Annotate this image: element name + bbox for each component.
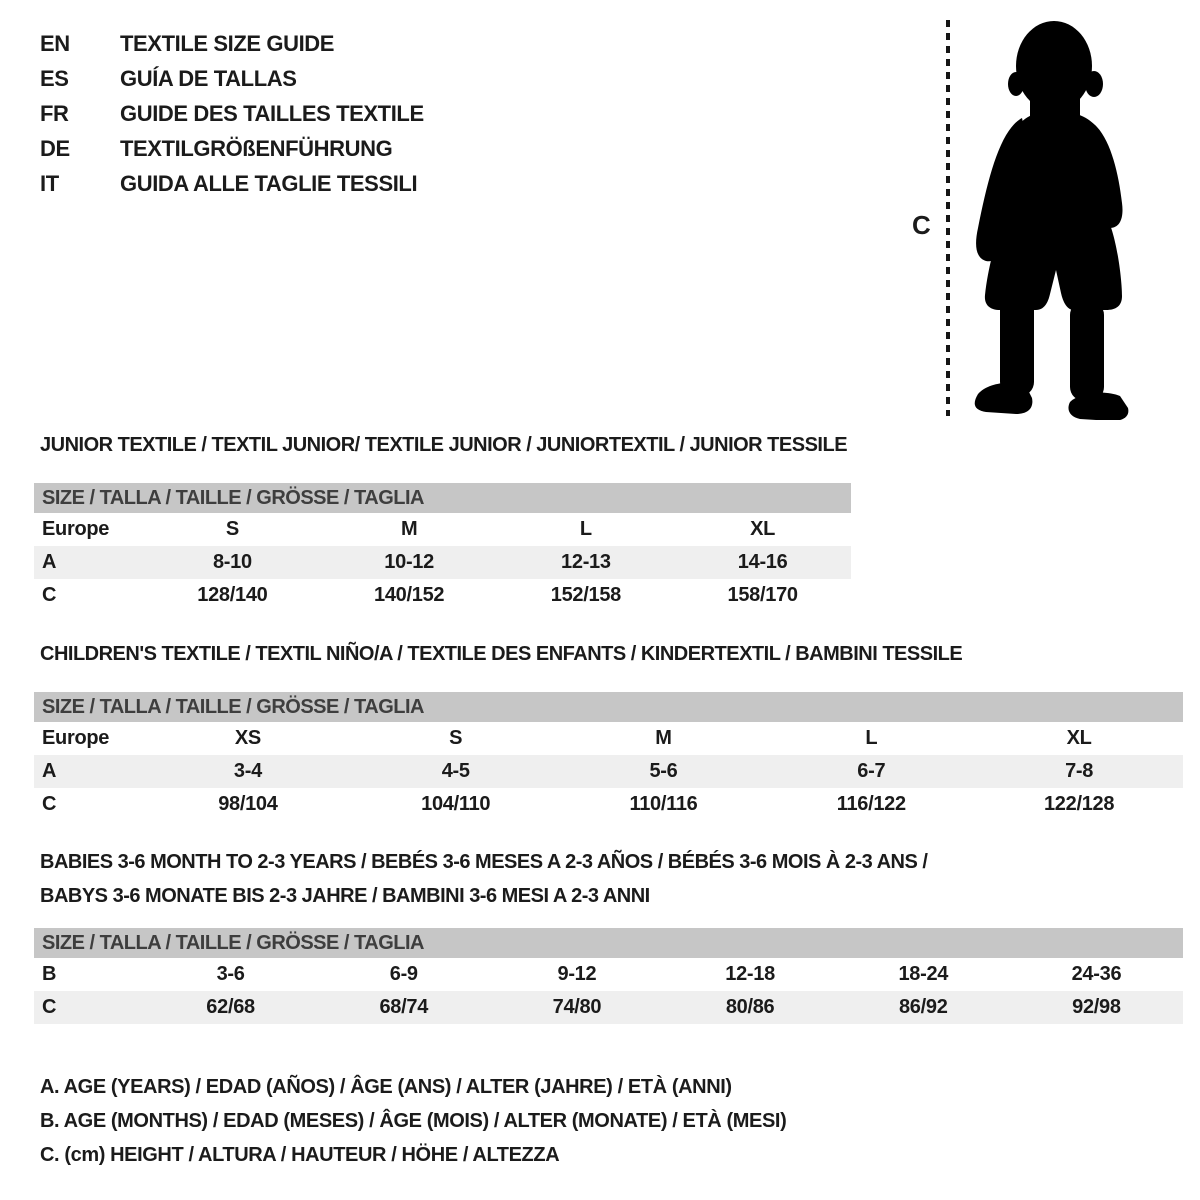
junior-section-heading: JUNIOR TEXTILE / TEXTIL JUNIOR/ TEXTILE JUNIOR / JUNIORTEXTIL / JUNIOR TESSILE [40,434,848,456]
table-row [34,958,1183,991]
language-title: TEXTILE SIZE GUIDE [120,30,335,56]
row-label: C [42,996,57,1018]
language-row [40,166,424,201]
table-cell: 8-10 [212,551,252,573]
language-title: TEXTILGRÖßENFÜHRUNG [120,135,393,161]
size-header-label: SIZE / TALLA / TAILLE / GRÖSSE / TAGLIA [42,931,424,954]
table-cell: 5-6 [649,760,678,782]
language-code: FR [40,100,69,126]
table-cell: 128/140 [197,584,268,606]
table-row [34,755,1183,788]
height-measure-dashed-line [946,20,950,416]
table-cell: 116/122 [836,793,906,815]
size-header-bar [34,483,851,513]
language-title: GUÍA DE TALLAS [120,65,297,91]
baby-silhouette-icon [970,16,1136,420]
table-cell: 110/116 [629,793,698,815]
table-cell: 12-13 [561,551,611,573]
row-label: A [42,551,57,573]
table-cell: 12-18 [725,963,775,985]
row-label: A [42,760,57,782]
language-code: EN [40,30,70,56]
table-cell: 4-5 [441,760,470,782]
language-code: IT [40,170,59,196]
table-cell: XL [1066,727,1092,749]
legend-line-a: A. AGE (YEARS) / EDAD (AÑOS) / ÂGE (ANS) / ALTER (JAHRE) / ETÀ (ANNI) [40,1075,732,1098]
table-cell: 80/86 [725,996,775,1018]
row-label: C [42,584,57,606]
measure-legend [40,1070,786,1172]
table-cell: 24-36 [1071,963,1122,985]
table-cell: 158/170 [727,584,798,606]
table-cell: L [579,518,592,540]
table-cell: 6-7 [857,760,886,782]
table-cell: 9-12 [557,963,597,985]
legend-line-b: B. AGE (MONTHS) / EDAD (MESES) / ÂGE (MOIS) / ALTER (MONATE) / ETÀ (MESI) [40,1109,787,1132]
table-cell: XS [234,727,261,749]
babies-size-table [34,928,1183,1024]
table-cell: 152/158 [550,584,621,606]
table-cell: 68/74 [379,996,429,1018]
row-label: Europe [42,518,110,540]
table-cell: S [449,727,463,749]
size-header-bar [34,692,1183,722]
children-section-heading: CHILDREN'S TEXTILE / TEXTIL NIÑO/A / TEXTILE DES ENFANTS / KINDERTEXTIL / BAMBINI TESSILE [40,643,963,665]
children-size-table [34,692,1183,821]
table-cell: 6-9 [389,963,418,985]
table-cell: 98/104 [218,793,278,815]
table-cell: 14-16 [737,551,788,573]
table-row [34,546,851,579]
table-cell: 10-12 [384,551,434,573]
table-cell: 122/128 [1043,793,1115,815]
table-cell: 7-8 [1065,760,1094,782]
babies-section-heading-line1: BABIES 3-6 MONTH TO 2-3 YEARS / BEBÉS 3-6 MESES A 2-3 AÑOS / BÉBÉS 3-6 MOIS À 2-3 ANS / [40,851,928,873]
row-label: Europe [42,727,110,749]
table-cell: S [225,518,239,540]
language-title: GUIDE DES TAILLES TEXTILE [120,100,424,126]
table-cell: M [400,518,418,540]
language-code: ES [40,65,69,91]
size-header-label: SIZE / TALLA / TAILLE / GRÖSSE / TAGLIA [42,695,424,718]
table-cell: 3-4 [233,760,262,782]
language-title: GUIDA ALLE TAGLIE TESSILI [120,170,418,196]
legend-line-c: C. (cm) HEIGHT / ALTURA / HAUTEUR / HÖHE / ALTEZZA [40,1143,560,1166]
language-code: DE [40,135,70,161]
table-cell: 104/110 [421,793,491,815]
table-row [34,579,851,612]
size-header-bar [34,928,1183,958]
table-cell: M [655,727,672,749]
height-measure-label: C [912,210,931,240]
table-cell: 140/152 [374,584,445,606]
table-cell: 74/80 [552,996,602,1018]
table-cell: 18-24 [898,963,949,985]
table-cell: 62/68 [206,996,255,1018]
row-label: B [42,963,57,985]
table-cell: 92/98 [1072,996,1121,1018]
table-cell: 86/92 [898,996,948,1018]
junior-size-table [34,483,851,612]
language-row [40,26,424,61]
size-header-label: SIZE / TALLA / TAILLE / GRÖSSE / TAGLIA [42,486,424,509]
table-row [34,788,1183,821]
table-row [34,991,1183,1024]
babies-section-heading-line2: BABYS 3-6 MONATE BIS 2-3 JAHRE / BAMBINI 3-6 MESI A 2-3 ANNI [40,885,650,907]
language-row [40,96,424,131]
table-cell: XL [750,518,776,540]
language-row [40,131,424,166]
table-cell: L [865,727,878,749]
row-label: C [42,793,57,815]
language-row [40,61,424,96]
language-list [40,26,424,201]
table-row [34,722,1183,755]
table-row [34,513,851,546]
table-cell: 3-6 [216,963,245,985]
